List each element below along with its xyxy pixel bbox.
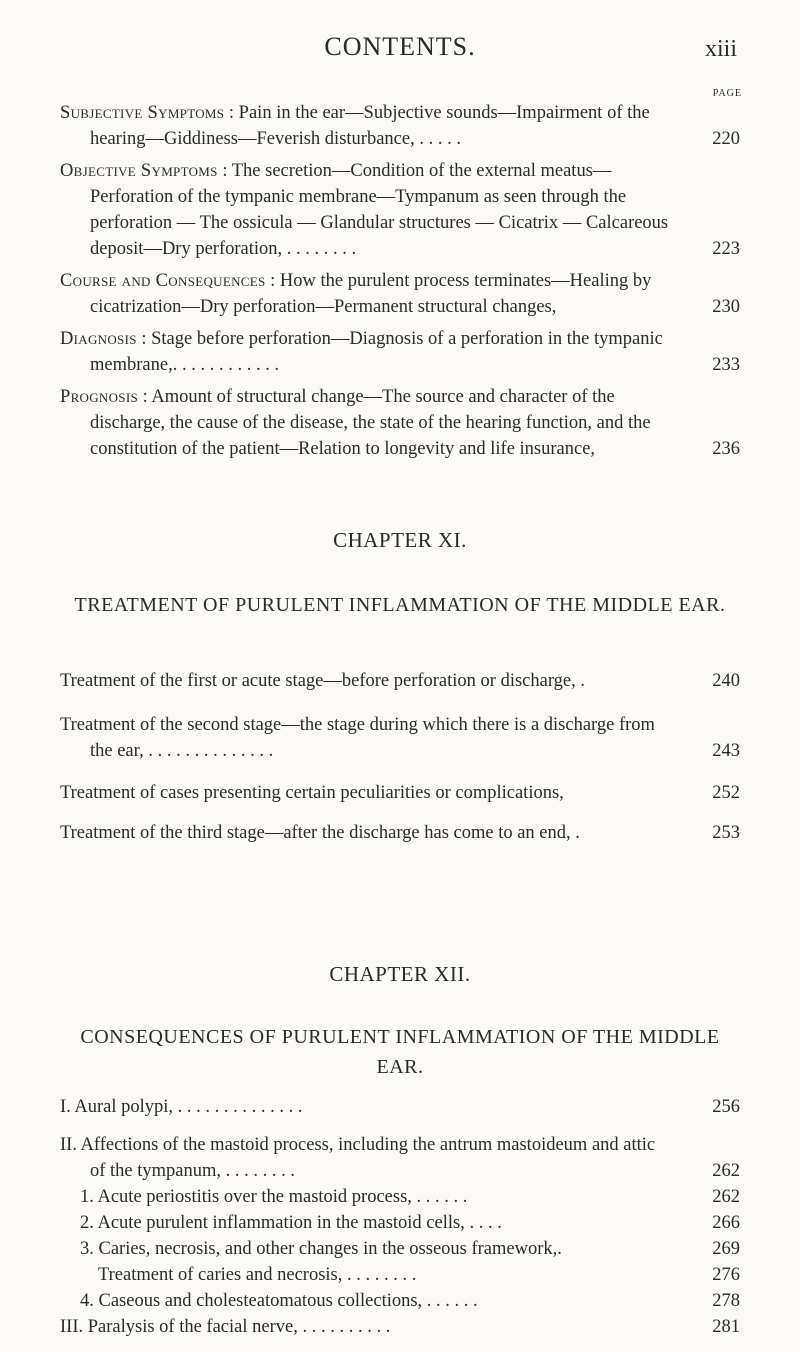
entry-text: I. Aural polypi, . . . . . . . . . . . . . . (60, 1097, 303, 1117)
entry-heading: Subjective Symptoms (60, 103, 225, 123)
running-head (0, 32, 800, 72)
toc-entry (60, 100, 740, 152)
entry-page: 281 (712, 1317, 740, 1337)
entry-page: 266 (712, 1213, 740, 1233)
toc-entry (60, 1314, 740, 1340)
entry-page: 233 (712, 355, 740, 375)
toc-entry-sub (60, 1236, 740, 1262)
entry-text: III. Paralysis of the facial nerve, . . . . . . . . . . (60, 1317, 391, 1337)
entry-text: : Amount of structural change—The source and character of the discharge, the cause of the disease, the state of the hearing function, and the constitution of the patient—Relation to longevity and life insurance, (90, 387, 651, 459)
toc-entry (60, 820, 740, 846)
entry-text: 4. Caseous and cholesteatomatous collections, . . . . . . (80, 1291, 478, 1311)
entry-page: 276 (712, 1265, 740, 1285)
toc-entry (60, 780, 740, 806)
toc-entry-sub (60, 1184, 740, 1210)
entry-page: 243 (712, 741, 740, 761)
entry-text: : How the purulent process terminates—Healing by cicatrization—Dry perforation—Permanent structural changes, (90, 271, 652, 317)
running-title: CONTENTS. (324, 32, 476, 61)
toc-entry (60, 384, 740, 462)
entry-page: 256 (712, 1097, 740, 1117)
entry-page: 252 (712, 783, 740, 803)
entry-heading: Prognosis (60, 387, 139, 407)
entry-text: Treatment of the second stage—the stage during which there is a discharge from the ear, . . . . . . . . . . . . . . (60, 715, 655, 761)
entry-page: 278 (712, 1291, 740, 1311)
page-column-label: PAGE (712, 88, 742, 99)
entry-page: 230 (712, 297, 740, 317)
entry-page: 240 (712, 671, 740, 691)
entry-text: 1. Acute periostitis over the mastoid process, . . . . . . (80, 1187, 468, 1207)
folio: xiii (704, 36, 737, 62)
entry-text: 2. Acute purulent inflammation in the mastoid cells, . . . . (80, 1213, 502, 1233)
entry-page: 262 (712, 1161, 740, 1181)
entry-text: Treatment of the first or acute stage—before perforation or discharge, . (60, 671, 586, 691)
entry-text: II. Affections of the mastoid process, including the antrum mastoideum and attic of the tympanum, . . . . . . . . (60, 1135, 656, 1181)
toc-entry (60, 1094, 740, 1120)
entry-page: 253 (712, 823, 740, 843)
toc-entry (60, 268, 740, 320)
chapter-heading: CHAPTER XII. (329, 962, 471, 986)
entry-heading: Diagnosis (60, 329, 137, 349)
entry-text: Treatment of caries and necrosis, . . . . . . . . (98, 1265, 417, 1285)
chapter-title: CONSEQUENCES OF PURULENT INFLAMMATION OF THE MIDDLE EAR. (80, 1026, 720, 1078)
entry-text: : Pain in the ear—Subjective sounds—Impairment of the hearing—Giddiness—Feverish disturbance, . . . . . (90, 103, 650, 149)
entry-page: 236 (712, 439, 740, 459)
toc-entry (60, 668, 740, 694)
entry-text: Treatment of the third stage—after the discharge has come to an end, . (60, 823, 580, 843)
chapter-title: TREATMENT OF PURULENT INFLAMMATION OF THE MIDDLE EAR. (74, 594, 726, 616)
entry-text: : Stage before perforation—Diagnosis of a perforation in the tympanic membrane,. . . . . . . . . . . . (90, 329, 663, 375)
entry-heading: Objective Symptoms (60, 161, 218, 181)
entry-page: 262 (712, 1187, 740, 1207)
toc-entry (60, 1132, 740, 1184)
toc-entry-sub (60, 1210, 740, 1236)
entry-page: 269 (712, 1239, 740, 1259)
toc-entry-sub (60, 1262, 740, 1288)
entry-heading: Course and Consequences (60, 271, 266, 291)
entry-text: : The secretion—Condition of the external meatus—Perforation of the tympanic membrane—Tympanum as seen through the perforation — The ossicula — Glandular structures — Cicatrix — Calcareous deposit—Dry perforation, . . . . . . . . (90, 161, 669, 259)
toc-entry-sub (60, 1288, 740, 1314)
entry-text: Treatment of cases presenting certain peculiarities or complications, (60, 783, 564, 803)
entry-text: 3. Caries, necrosis, and other changes in the osseous framework,. (80, 1239, 562, 1259)
toc-entry (60, 158, 740, 262)
chapter-heading: CHAPTER XI. (333, 528, 467, 552)
entry-page: 220 (712, 129, 740, 149)
toc-entry (60, 712, 740, 764)
toc-entry (60, 326, 740, 378)
entry-page: 223 (712, 239, 740, 259)
